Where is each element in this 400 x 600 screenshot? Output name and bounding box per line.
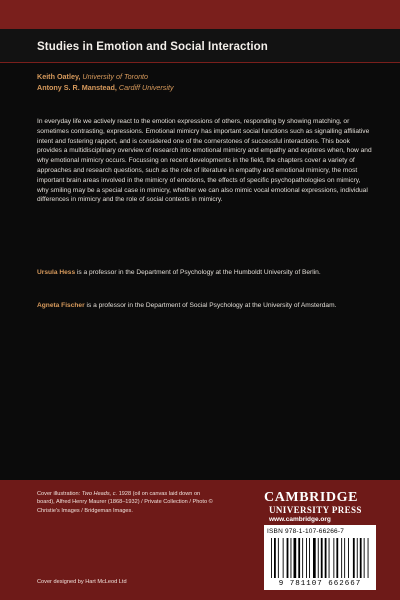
author-name: Agneta Fischer — [37, 302, 85, 309]
artwork-title: Two Heads, — [81, 491, 112, 497]
author-bio-text: is a professor in the Department of Social Psychology at the University of Amsterdam. — [84, 302, 337, 309]
series-title: Studies in Emotion and Social Interaction — [37, 41, 268, 53]
barcode — [264, 525, 376, 590]
publisher-logo — [264, 490, 374, 524]
publisher-url: www.cambridge.org — [269, 516, 331, 523]
series-header — [0, 29, 400, 62]
top-color-band — [0, 0, 400, 29]
editor-name: Antony S. R. Manstead, — [37, 82, 117, 92]
author-bio — [37, 268, 367, 278]
barcode-bars — [270, 538, 370, 578]
publisher-press: UNIVERSITY PRESS — [269, 505, 362, 515]
editor-name: Keith Oatley, — [37, 72, 81, 81]
author-bio — [37, 301, 367, 311]
author-bio-text: is a professor in the Department of Psychology at the Humboldt University of Berlin. — [75, 269, 321, 276]
credit-prefix: Cover illustration: — [37, 491, 82, 497]
header-rule — [0, 62, 400, 63]
cover-illustration-credit — [37, 490, 217, 515]
publisher-name: CAMBRIDGE — [264, 490, 359, 505]
cover-designer: Cover designed by Hart McLeod Ltd — [37, 579, 127, 585]
barcode-digits: 9 781107 662667 — [278, 580, 362, 588]
editor-line — [37, 83, 367, 94]
book-description: In everyday life we actively react to the emotion expressions of others, responding by showing matching, or sometimes contrasting, expressions. Emotional mimicry has important social functions such as signalling affiliative intent and fostering rapport, and is considered one of the cornerstones of successful interactions. This book provides a multidisciplinary overview of research into emotional mimicry and empathy and explores when, how and why emotional mimicry occurs. Focussing on recent developments in the field, the chapters cover a variety of approaches and research questions, such as the role of literature in empathy and emotional mimicry, the most important brain areas involved in the mimicry of emotions, the effects of specific psychopathologies on mimicry, why smiling may be a special case in mimicry, whether we can also mimic vocal emotional expressions, individual differences in mimicry and the role of social contexts in mimicry. — [37, 118, 372, 204]
series-editors — [37, 72, 367, 93]
author-name: Ursula Hess — [37, 269, 76, 276]
editor-affiliation: University of Toronto — [82, 72, 149, 81]
editor-line — [37, 72, 367, 83]
credit-circa: c. — [111, 491, 119, 497]
bottom-panel — [0, 480, 400, 600]
isbn-label: ISBN 978-1-107-66266-7 — [267, 528, 345, 535]
credit-details: 1928 (oil on canvas laid down on board), Alfred Henry Maurer (1868–1932) / Private Collection / Photo © Christie's Images / Bridgeman Images. — [37, 491, 213, 514]
editor-affiliation: Cardiff University — [118, 82, 174, 92]
